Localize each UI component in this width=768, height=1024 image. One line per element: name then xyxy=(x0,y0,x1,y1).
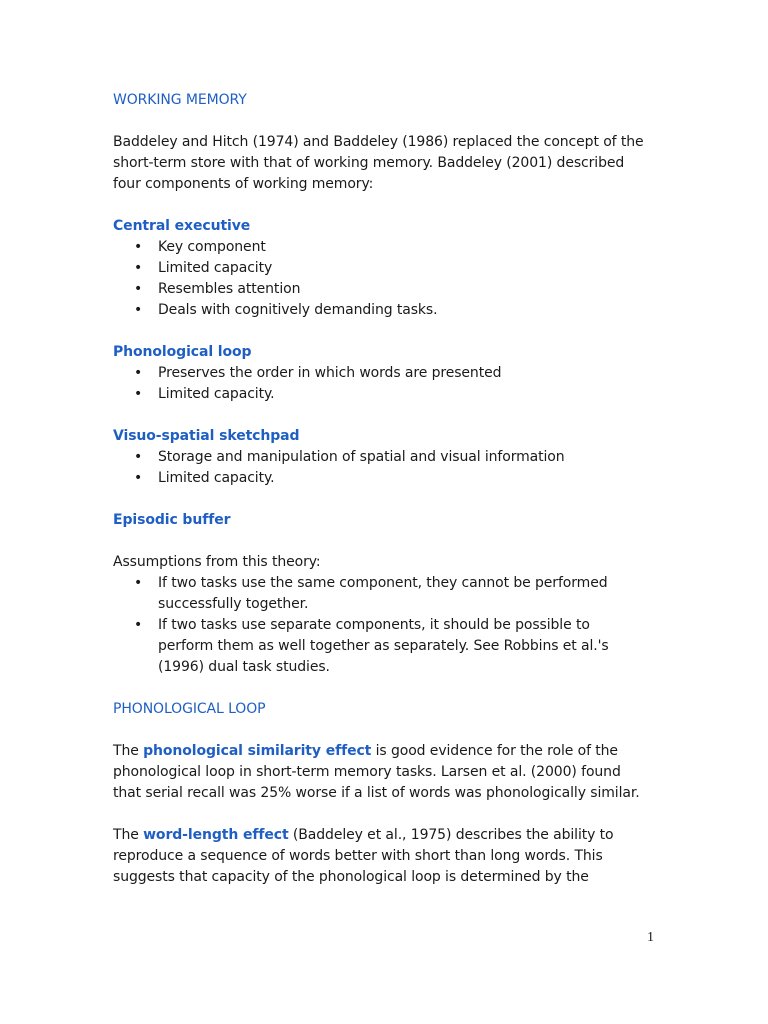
bullet-icon: • xyxy=(134,239,143,255)
list-item: • Preserves the order in which words are presented xyxy=(113,363,673,384)
component-heading-visuo-spatial-sketchpad: Visuo-spatial sketchpad xyxy=(113,428,300,444)
intro-line: short-term store with that of working memory. Baddeley (2001) described xyxy=(113,155,625,171)
bullet-icon: • xyxy=(134,449,143,465)
component-heading-episodic-buffer: Episodic buffer xyxy=(113,512,231,528)
bullet-icon: • xyxy=(134,281,143,297)
phonological-loop-list xyxy=(113,363,673,405)
list-item: • Limited capacity. xyxy=(113,468,673,489)
bullet-icon: • xyxy=(134,470,143,486)
document-body xyxy=(113,90,673,888)
section-title-working-memory: WORKING MEMORY xyxy=(113,92,247,108)
bullet-icon: • xyxy=(134,386,143,402)
component-heading-phonological-loop: Phonological loop xyxy=(113,344,252,360)
term-phonological-similarity-effect: phonological similarity effect xyxy=(143,743,372,759)
sketchpad-list xyxy=(113,447,673,489)
section-title-phonological-loop: PHONOLOGICAL LOOP xyxy=(113,701,266,717)
bullet-icon: • xyxy=(134,365,143,381)
term-word-length-effect: word-length effect xyxy=(143,827,289,843)
component-heading-central-executive: Central executive xyxy=(113,218,251,234)
bullet-icon: • xyxy=(134,302,143,318)
page-number: 1 xyxy=(647,930,654,945)
bullet-icon: • xyxy=(134,260,143,276)
intro-line: four components of working memory: xyxy=(113,176,374,192)
list-item: • Deals with cognitively demanding tasks. xyxy=(113,300,673,321)
list-item: • Storage and manipulation of spatial and visual information xyxy=(113,447,673,468)
intro-line: Baddeley and Hitch (1974) and Baddeley (1986) replaced the concept of the xyxy=(113,134,644,150)
list-item: • If two tasks use the same component, they cannot be performed successfully together. xyxy=(134,575,608,612)
central-executive-list xyxy=(113,237,673,321)
list-item: • Resembles attention xyxy=(113,279,673,300)
list-item: • Limited capacity. xyxy=(113,384,673,405)
assumptions-label: Assumptions from this theory: xyxy=(113,554,321,570)
bullet-icon: • xyxy=(134,617,143,633)
bullet-icon: • xyxy=(134,575,143,591)
phonological-similarity-paragraph: The phonological similarity effect is good evidence for the role of the phonological loop in short-term memory tasks. Larsen et al. (2000) found that serial recall was 25% worse if a list of words was phonologically similar. xyxy=(113,743,640,801)
assumptions-list xyxy=(113,573,673,678)
list-item: • If two tasks use separate components, it should be possible to perform them as well together as separately. See Robbins et al.'s (1996) dual task studies. xyxy=(134,617,609,675)
word-length-paragraph: The word-length effect (Baddeley et al., 1975) describes the ability to reproduce a sequence of words better with short than long words. This suggests that capacity of the phonological loop is determined by the xyxy=(113,827,614,885)
list-item: • Key component xyxy=(113,237,673,258)
intro-paragraph xyxy=(113,132,673,195)
list-item: • Limited capacity xyxy=(113,258,673,279)
